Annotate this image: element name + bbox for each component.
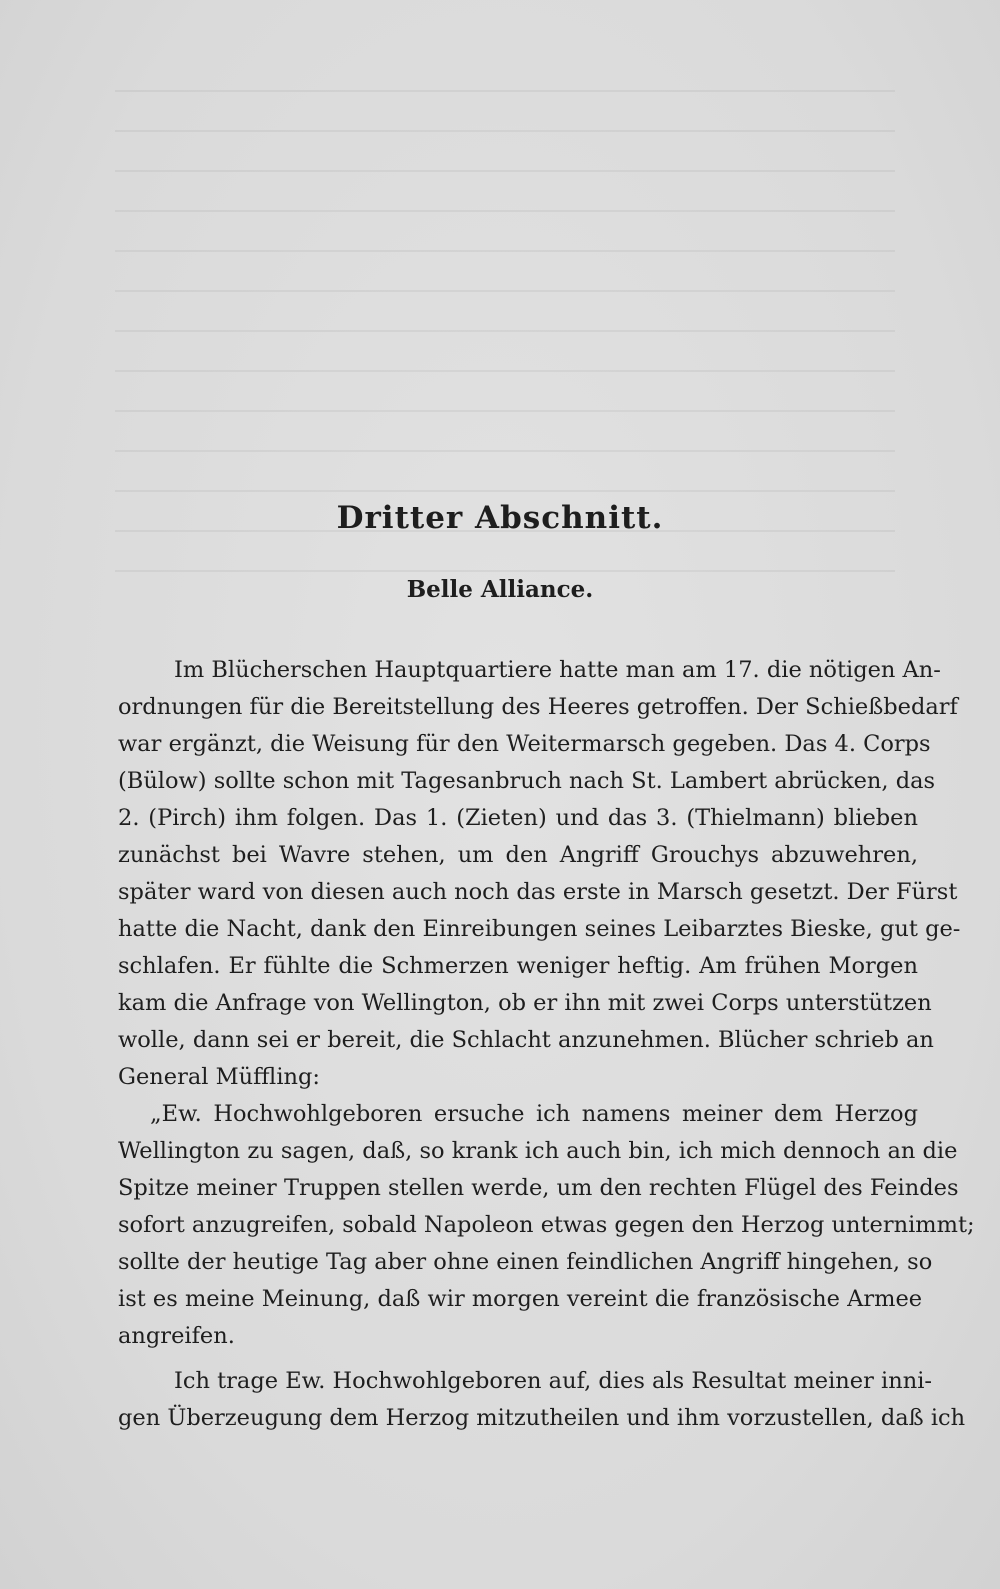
text-line: Ich trage Ew. Hochwohlgeboren auf, dies als Resultat meiner inni- — [174, 1368, 933, 1394]
text-line: General Müffling: — [118, 1064, 320, 1090]
text-line: (Bülow) sollte schon mit Tagesanbruch nach St. Lambert abrücken, das — [118, 768, 936, 794]
text-line: Im Blücherschen Hauptquartiere hatte man am 17. die nötigen An- — [174, 657, 941, 683]
paragraph-1 — [118, 652, 961, 1096]
body-text — [118, 652, 975, 1437]
text-line: gen Überzeugung dem Herzog mitzutheilen und ihm vorzustellen, daß ich — [118, 1405, 966, 1431]
quote-paragraph — [118, 1096, 975, 1355]
paragraph-gap — [118, 1355, 918, 1363]
text-line: Wellington zu sagen, daß, so krank ich auch bin, ich mich dennoch an die — [118, 1138, 958, 1164]
text-line: hatte die Nacht, dank den Einreibungen seines Leibarztes Bieske, gut ge- — [118, 916, 961, 942]
text-line: war ergänzt, die Weisung für den Weitermarsch gegeben. Das 4. Corps — [118, 731, 931, 757]
text-line: später ward von diesen auch noch das erste in Marsch gesetzt. Der Fürst — [118, 879, 958, 905]
chapter-subtitle: Belle Alliance. — [406, 576, 594, 603]
text-line: sofort anzugreifen, sobald Napoleon etwas gegen den Herzog unternimmt; — [118, 1212, 975, 1238]
text-line: Spitze meiner Truppen stellen werde, um den rechten Flügel des Feindes — [118, 1175, 959, 1201]
text-line: zunächst bei Wavre stehen, um den Angriff Grouchys abzuwehren, — [118, 842, 918, 868]
text-line: 2. (Pirch) ihm folgen. Das 1. (Zieten) und das 3. (Thielmann) blieben — [118, 805, 918, 831]
text-line: kam die Anfrage von Wellington, ob er ihn mit zwei Corps unterstützen — [118, 990, 932, 1016]
text-line: „Ew. Hochwohlgeboren ersuche ich namens meiner dem Herzog — [150, 1101, 918, 1127]
text-line: ist es meine Meinung, daß wir morgen vereint die französische Armee — [118, 1286, 923, 1312]
text-line: ordnungen für die Bereitstellung des Heeres getroffen. Der Schießbedarf — [118, 694, 958, 720]
bleed-through-texture — [115, 90, 895, 630]
text-line: sollte der heutige Tag aber ohne einen feindlichen Angriff hingehen, so — [118, 1249, 933, 1275]
text-line: schlafen. Er fühlte die Schmerzen weniger heftig. Am frühen Morgen — [118, 953, 918, 979]
paragraph-3 — [118, 1363, 966, 1437]
text-line: wolle, dann sei er bereit, die Schlacht anzunehmen. Blücher schrieb an — [118, 1027, 934, 1053]
chapter-title: Dritter Abschnitt. — [336, 500, 664, 536]
text-line: angreifen. — [118, 1323, 235, 1349]
